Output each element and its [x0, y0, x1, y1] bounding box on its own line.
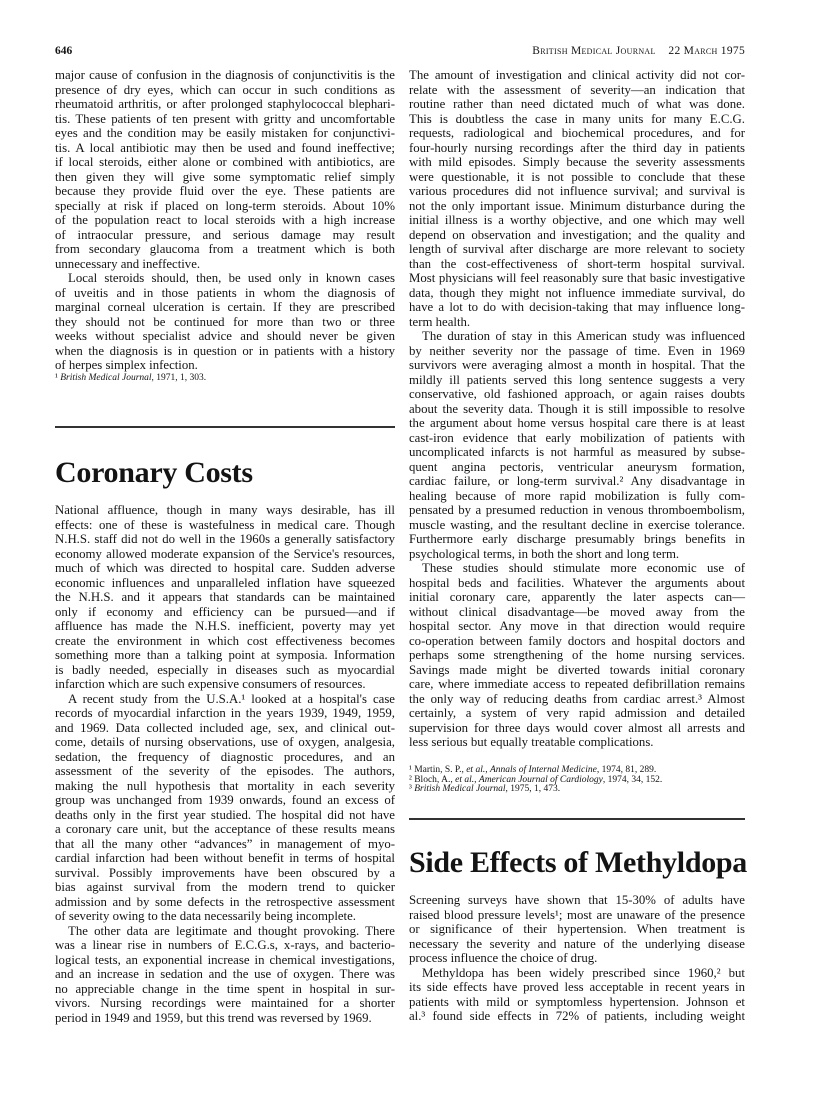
text-line: tis. These patients of ten present with gritty and uncomfortable	[55, 111, 395, 126]
text-line: initial illness is a worthy objective, and one which may well	[409, 213, 745, 227]
text-line: The amount of investigation and clinical activity did not cor-	[409, 68, 745, 82]
text-line: about the severity data. Though it is still impossible to resolve	[409, 401, 745, 416]
text-line: supervision for three days would cover almost all arrests and	[409, 720, 745, 735]
text-line: bias against survival from the modern trend to quicker	[55, 880, 395, 894]
text-line: necessary the severity and nature of the underlying disease	[409, 936, 745, 951]
text-line: process influence the choice of drug.	[409, 951, 598, 965]
footnote-text: ,	[485, 765, 490, 775]
text-line: no appreciable change in the time spent in hospital in sur-	[55, 981, 395, 996]
text-line: because they provide fluid over the eye. These patients are	[55, 184, 395, 198]
text-line: and 1969. Data collected included age, sex, and clinical out-	[55, 720, 395, 735]
footnote-text: ,	[474, 774, 479, 785]
text-line: hospital beds and facilities. Whatever the arguments about	[409, 575, 745, 590]
text-line: something more than a talking point at symposia. Information	[55, 648, 395, 662]
journal-name: British Medical Journal	[532, 45, 656, 57]
text-line: relate with the assessment of severity—an indication that	[409, 82, 745, 97]
text-line: of the population react to local steroids with a high increase	[55, 213, 395, 227]
text-line: marginal corneal ulceration is certain. If they are prescribed	[55, 300, 395, 314]
text-line: Screening surveys have shown that 15-30% of adults have	[409, 893, 745, 907]
text-line: perhaps some strengthening of the home nursing services.	[409, 648, 745, 662]
text-line: cast-iron evidence that early mobilization of patients with	[409, 430, 745, 445]
text-line: Savings made might be diverted towards initial coronary	[409, 662, 745, 677]
methyldopa-body	[409, 893, 745, 1024]
text-line: come, details of nursing observations, use of oxygen, analgesia,	[55, 735, 395, 749]
text-line: or significance of their hypertension. When treatment is	[409, 922, 745, 936]
text-line: group was unchanged from 1939 onwards, found an excess of	[55, 793, 395, 807]
text-line: care, where immediate access to repeated defibrillation remains	[409, 677, 745, 691]
text-line: infarction which are such expensive consumers of resources.	[55, 677, 366, 691]
text-line: deaths only in the first year studied. The hospital did not have	[55, 807, 395, 822]
text-line: of uveitis and in those patients in whom the diagnosis of	[55, 285, 395, 300]
text-line: hospital sector. Any move in that direction would require	[409, 619, 745, 633]
text-line: not the only important issue. Minimum disturbance during the	[409, 198, 745, 213]
text-line: weeks without specialist advice and should never be given	[55, 329, 395, 343]
coronary-costs-footnotes	[409, 766, 745, 795]
paragraph	[409, 329, 745, 561]
text-line: they should not be continued for more than two or three	[55, 314, 395, 329]
footnote	[55, 374, 395, 384]
text-line: This is doubtless the case in many units for many E.C.G.	[409, 111, 745, 126]
footnote-text: ¹	[55, 373, 61, 383]
text-line: create the environment in which cost effectiveness becomes	[55, 633, 395, 648]
text-line: quent angina pectoris, ventricular aneurysm formation,	[409, 459, 745, 474]
text-line: The other data are legitimate and thought provoking. There	[68, 923, 395, 938]
text-line: length of survival after discharge are more relevant to society	[409, 242, 745, 256]
paragraph	[55, 503, 395, 692]
text-line: Most physicians will feel reasonably sure that basic investigative	[409, 271, 745, 285]
text-line: A recent study from the U.S.A.¹ looked at a hospital's case	[68, 691, 395, 706]
text-line: survival. Possibly improvements have been obscured by a	[55, 865, 395, 880]
text-line: survivors were averaging almost a month in hospital. That the	[409, 358, 745, 372]
text-line: Furthermore early discharge presumably brings benefits in	[409, 532, 745, 546]
footnote-text: , 1971, 1, 303.	[151, 373, 207, 383]
paragraph	[409, 68, 745, 329]
footnote-italic-text: American Journal of Cardiology	[478, 774, 603, 785]
footnote-text: , 1975, 1, 473.	[505, 784, 561, 794]
footnote-italic-text: British Medical Journal	[414, 784, 506, 794]
text-line: rheumatoid arthritis, or after prolonged staphylococcal blephari-	[55, 97, 395, 111]
text-line: effects: one of these is wastefulness in medical care. Though	[55, 517, 395, 532]
text-line: than the cost-effectiveness of short-term hospital survival.	[409, 256, 745, 271]
text-line: period in 1949 and 1959, but this trend was reversed by 1969.	[55, 1010, 372, 1025]
text-line: of herpes simplex infection.	[55, 358, 198, 372]
text-line: admission and by some defects in the retrospective assessment	[55, 894, 395, 909]
footnote-italic-text: et al.	[455, 774, 475, 785]
text-line: al.³ found side effects in 72% of patients, including weight	[409, 1009, 745, 1023]
article-title-side-effects-of-methyldopa: Side Effects of Methyldopa	[409, 846, 748, 879]
text-line: cardiac failure, or long-term survival.² Any disadvantage in	[409, 474, 745, 488]
text-line: vivors. Nursing recordings were maintained for a shorter	[55, 996, 395, 1010]
text-line: less serious but equally treatable complications.	[409, 735, 654, 749]
text-line: healing because of more rapid mobilization is fully com-	[409, 488, 745, 503]
text-line: The duration of stay in this American study was influenced	[422, 329, 745, 343]
coronary-costs-body-left	[55, 503, 395, 1025]
paragraph	[55, 692, 395, 924]
paragraph	[55, 924, 395, 1026]
text-line: certainly, a system of very rapid admission and detailed	[409, 706, 745, 720]
text-line: of severity owing to the data necessarily being incomplete.	[55, 909, 356, 923]
text-line: logical tests, an exponential increase in chemical investigations,	[55, 952, 395, 967]
text-line: only if economy and efficiency can be pursued—and if	[55, 604, 395, 619]
text-line: specially at risk if placed on long-term steroids. About 10%	[55, 198, 395, 213]
text-line: These studies should stimulate more economic use of	[422, 561, 745, 575]
text-line: economic influences and unparalleled inflation have squeezed	[55, 575, 395, 590]
running-header	[532, 45, 745, 57]
footnote-text: ² Bloch, A.,	[409, 774, 456, 785]
text-line: routine rather than need dictated much of what was done.	[409, 97, 745, 111]
text-line: term health.	[409, 314, 471, 329]
text-line: if local steroids, either alone or combined with antibiotics, are	[55, 155, 395, 169]
footnote	[409, 785, 745, 795]
paragraph	[409, 966, 745, 1024]
text-line: is badly needed, especially in diseases such as myocardial	[55, 662, 395, 677]
section-divider	[409, 818, 745, 820]
text-line: data, though they might not influence immediate survival, do	[409, 285, 745, 300]
text-line: pensated by a presumed reduction in venous thromboembolism,	[409, 503, 745, 517]
text-line: a coronary care unit, but the acceptance of these results means	[55, 822, 395, 836]
text-line: N.H.S. staff did not do well in the 1960s a generally satisfactory	[55, 532, 395, 546]
text-line: then given they will give some symptomatic relief simply	[55, 169, 395, 184]
text-line: assessment of the severity of the episodes. The authors,	[55, 764, 395, 778]
text-line: eyes and the condition may be easily mistaken for conjunctivi-	[55, 126, 395, 140]
text-line: co-operation between family doctors and hospital doctors and	[409, 633, 745, 648]
footnote-italic-text: et al.	[466, 765, 486, 775]
text-line: affluence has made the N.H.S. inefficient, poverty may yet	[55, 619, 395, 633]
text-line: of intraocular pressure, and serious damage may result	[55, 227, 395, 242]
text-line: uncomplicated infarcts is not harmful as measured by subse-	[409, 445, 745, 459]
text-line: when the diagnosis is in question or in patients with a history	[55, 343, 395, 358]
paragraph	[409, 561, 745, 750]
text-line: muscle wasting, and the resultant decline in exercise tolerance.	[409, 517, 745, 532]
text-line: from secondary glaucoma from a treatment which is both	[55, 242, 395, 256]
conjunctivitis-footnotes	[55, 374, 395, 384]
text-line: cardial infarction had been without benefit in terms of hospital	[55, 851, 395, 865]
paragraph	[409, 893, 745, 966]
text-line: psychological terms, in both the short and long term.	[409, 546, 680, 561]
text-line: unnecessary and ineffective.	[55, 256, 201, 271]
text-line: various procedures did not influence survival; and survival is	[409, 184, 745, 198]
text-line: raised blood pressure levels¹; most are unaware of the presence	[409, 907, 745, 922]
text-line: its side effects have proved less acceptable in recent years in	[409, 980, 745, 994]
text-line: initial coronary care, apparently the later aspects can—	[409, 590, 745, 604]
text-line: National affluence, though in many ways desirable, has ill	[55, 503, 395, 517]
text-line: were questionable, it is not possible to conclude that these	[409, 169, 745, 184]
issue-date: 22 March 1975	[668, 45, 745, 57]
text-line: major cause of confusion in the diagnosis of conjunctivitis is the	[55, 68, 395, 82]
text-line: patients with mild or symptomless hypertension. Johnson et	[409, 994, 745, 1009]
section-divider	[55, 426, 395, 428]
text-line: without clinical disadvantage—be moved away from the	[409, 604, 745, 619]
text-line: presence of dry eyes, which can occur in such conditions as	[55, 82, 395, 97]
text-line: mildly ill patients served this long sentence suggests a very	[409, 372, 745, 387]
text-line: Local steroids should, then, be used only in known cases	[68, 271, 395, 285]
text-line: sedation, the frequency of diagnostic procedures, and an	[55, 749, 395, 764]
text-line: depend on observation and investigation; and the quality and	[409, 227, 745, 242]
footnote-text: , 1974, 34, 152.	[602, 774, 663, 785]
footnote-italic-text: Annals of Internal Medicine	[489, 765, 597, 775]
text-line: was a linear rise in numbers of E.C.G.s, x-rays, and bacterio-	[55, 938, 395, 952]
text-line: Methyldopa has been widely prescribed since 1960,² but	[422, 965, 745, 980]
text-line: by neither severity nor the passage of time. Even in 1969	[409, 343, 745, 358]
text-line: conservative, old fashioned approach, or again raises doubts	[409, 387, 745, 401]
text-line: economy allowed moderate expansion of the Service's resources,	[55, 546, 395, 561]
footnote-text: ³	[409, 784, 415, 794]
text-line: requests, radiological and biochemical procedures, and for	[409, 126, 745, 140]
conjunctivitis-article-end	[55, 68, 395, 373]
footnote-text: ¹ Martin, S. P.,	[409, 765, 467, 775]
page-number: 646	[55, 45, 73, 57]
footnote-italic-text: British Medical Journal	[60, 373, 152, 383]
coronary-costs-body-right	[409, 68, 745, 750]
text-line: the argument about home versus hospital care there is at least	[409, 416, 745, 430]
text-line: tis. A local antibiotic may then be used and found ineffective;	[55, 140, 395, 155]
paragraph	[55, 68, 395, 271]
text-line: have a lot to do with decision-taking that may influence long-	[409, 300, 745, 314]
text-line: that all the many other “advances” in management of myo-	[55, 836, 395, 851]
text-line: and an increase in sedation and the use of oxygen. There was	[55, 967, 395, 981]
article-title-coronary-costs: Coronary Costs	[55, 456, 253, 489]
text-line: four-hourly nursing recordings after the third day in patients	[409, 140, 745, 155]
text-line: the N.H.S. and it appears that standards can be maintained	[55, 590, 395, 604]
text-line: making the null hypothesis that mortality in each severity	[55, 778, 395, 793]
paragraph	[55, 271, 395, 373]
text-line: with mild episodes. Simply because the severity assessments	[409, 155, 745, 169]
text-line: much of which was directed to hospital care. Sudden adverse	[55, 561, 395, 575]
text-line: the only way of reducing deaths from cardiac arrest.³ Almost	[409, 691, 745, 706]
footnote-text: , 1974, 81, 289.	[596, 765, 657, 775]
text-line: records of myocardial infarction in the years 1939, 1949, 1959,	[55, 706, 395, 720]
